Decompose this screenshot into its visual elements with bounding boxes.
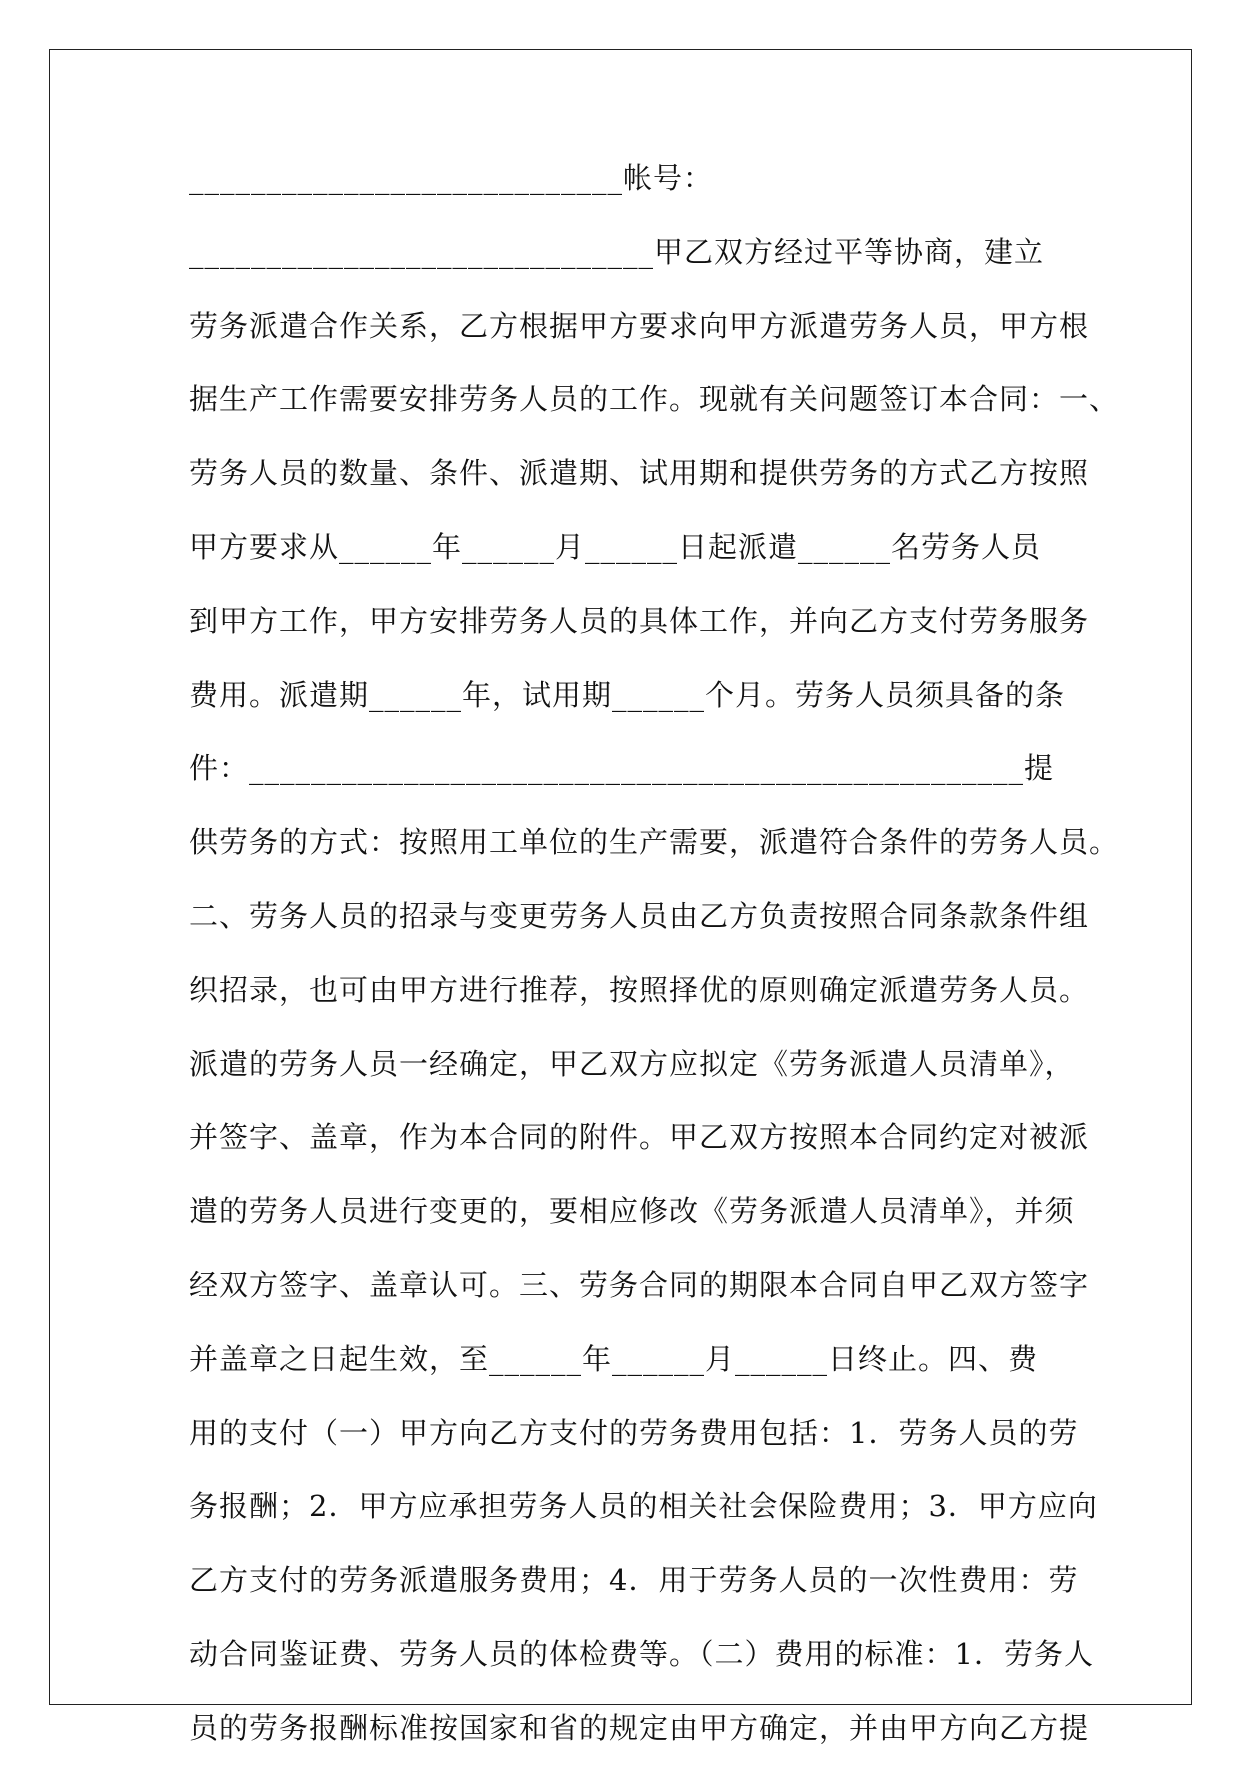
- text-line: 织招录，也可由甲方进行推荐，按照择优的原则确定派遣劳务人员。: [189, 972, 1090, 1007]
- text-line: 据生产工作需要安排劳务人员的工作。现就有关问题签订本合同：一、: [189, 382, 1120, 417]
- text-line: 务报酬；2．甲方应承担劳务人员的相关社会保险费用；3．甲方应向: [189, 1489, 1098, 1524]
- text-line: 供劳务的方式：按照用工单位的生产需要，派遣符合条件的劳务人员。: [189, 825, 1120, 860]
- text-line: 费用。派遣期______年，试用期______个月。劳务人员须具备的条: [189, 677, 1066, 712]
- text-line: 遣的劳务人员进行变更的，要相应修改《劳务派遣人员清单》，并须: [189, 1194, 1075, 1229]
- contract-body-text: [189, 158, 1120, 1782]
- text-line: 派遣的劳务人员一经确定，甲乙双方应拟定《劳务派遣人员清单》，: [189, 1046, 1075, 1081]
- text-line: ____________________________帐号：: [189, 161, 714, 195]
- text-line: 并签字、盖章，作为本合同的附件。甲乙双方按照本合同约定对被派: [189, 1120, 1090, 1155]
- text-line: 动合同鉴证费、劳务人员的体检费等。（二）费用的标准：1．劳务人: [189, 1636, 1094, 1671]
- text-line: 甲方要求从______年______月______日起派遣______名劳务人员: [189, 529, 1042, 564]
- text-line: 劳务派遣合作关系，乙方根据甲方要求向甲方派遣劳务人员，甲方根: [189, 308, 1090, 343]
- text-line: 并盖章之日起生效，至______年______月______日终止。四、费: [189, 1341, 1039, 1376]
- text-line: 到甲方工作，甲方安排劳务人员的具体工作，并向乙方支付劳务服务: [189, 603, 1090, 638]
- text-line: 经双方签字、盖章认可。三、劳务合同的期限本合同自甲乙双方签字: [189, 1267, 1090, 1302]
- text-line: 件：__________________________________________________提: [189, 751, 1055, 786]
- text-line: ______________________________甲乙双方经过平等协商，建立: [189, 234, 1045, 269]
- text-line: 乙方支付的劳务派遣服务费用；4．用于劳务人员的一次性费用：劳: [189, 1563, 1079, 1598]
- text-line: 二、劳务人员的招录与变更劳务人员由乙方负责按照合同条款条件组: [189, 898, 1090, 933]
- text-line: 用的支付（一）甲方向乙方支付的劳务费用包括：1．劳务人员的劳: [189, 1415, 1079, 1450]
- text-line: 员的劳务报酬标准按国家和省的规定由甲方确定，并由甲方向乙方提: [189, 1710, 1090, 1745]
- text-line: 劳务人员的数量、条件、派遣期、试用期和提供劳务的方式乙方按照: [189, 456, 1090, 491]
